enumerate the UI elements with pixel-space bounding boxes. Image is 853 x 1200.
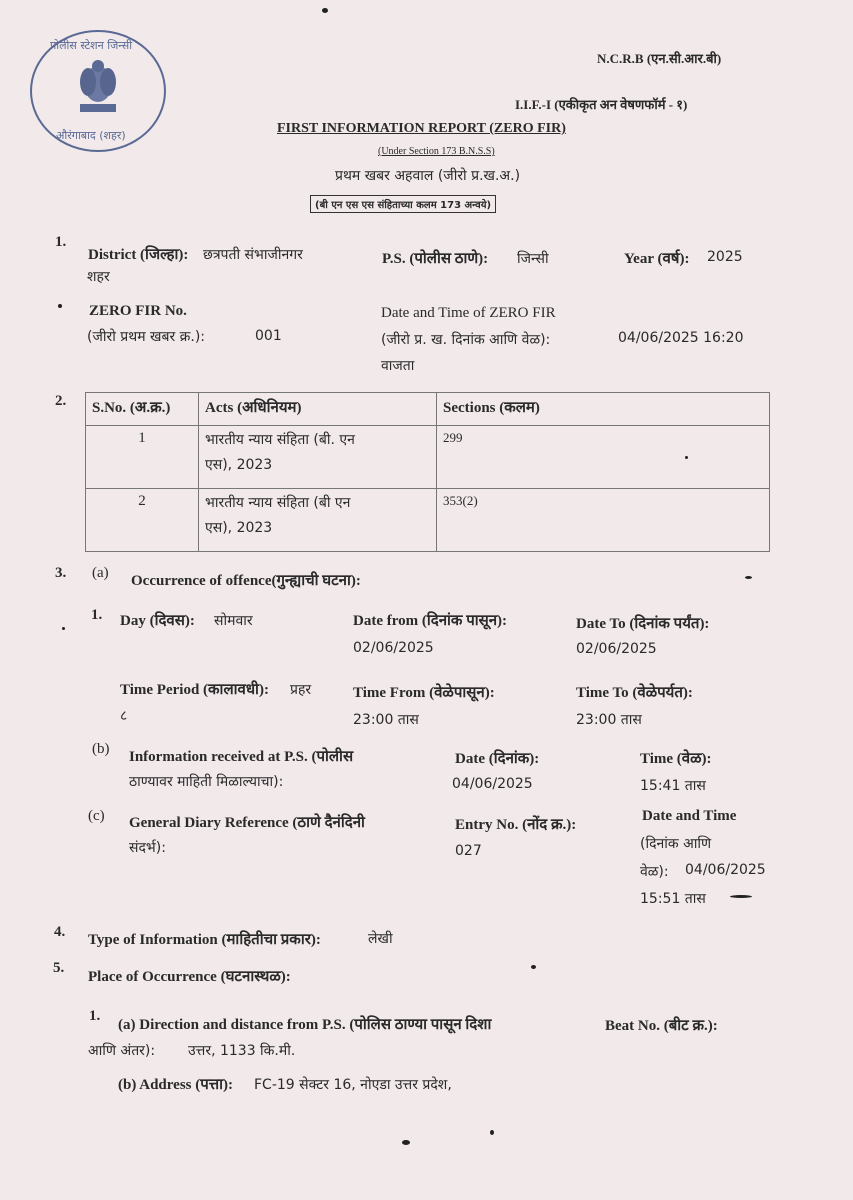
row-act-line-1: भारतीय न्याय संहिता (बी एन — [205, 494, 351, 511]
zero-fir-value: 001 — [255, 328, 282, 344]
address-label: (b) Address (पत्ता): — [118, 1077, 233, 1093]
iif-label: I.I.F.-I (एकीकृत अन वेषणफॉर्म - १) — [515, 97, 688, 112]
ps-value: जिन्सी — [517, 251, 549, 267]
row-act-line-1: भारतीय न्याय संहिता (बी. एन — [205, 431, 355, 448]
scan-speck — [745, 576, 752, 579]
row-section: 299 — [437, 425, 770, 488]
gd-datetime-value: 04/06/2025 — [685, 862, 766, 878]
day-label: Day (दिवस): — [120, 613, 195, 629]
date-from-value: 02/06/2025 — [353, 640, 434, 656]
date-to-label: Date To (दिनांक पर्यंत): — [576, 616, 710, 632]
place-item-number: 1. — [89, 1008, 101, 1024]
date-value: 04/06/2025 — [452, 776, 533, 792]
under-section: (Under Section 173 B.N.S.S) — [378, 146, 495, 157]
place-label: Place of Occurrence (घटनास्थळ): — [88, 969, 291, 985]
report-title-marathi: प्रथम खबर अहवाल (जीरो प्र.ख.अ.) — [335, 168, 521, 184]
scan-speck — [531, 965, 536, 969]
section-1-number: 1. — [55, 234, 67, 250]
time-from-label: Time From (वेळेपासून): — [353, 685, 495, 701]
fir-datetime-value: 04/06/2025 16:20 — [618, 330, 744, 346]
table-row — [86, 425, 770, 488]
sub-c: (c) — [88, 808, 105, 824]
ncrb-label: N.C.R.B (एन.सी.आर.बी) — [597, 51, 722, 66]
section-5-number: 5. — [53, 960, 65, 976]
acts-table — [85, 392, 770, 552]
section-2-number: 2. — [55, 393, 67, 409]
sub-a: (a) — [92, 565, 109, 581]
header-sections: Sections (कलम) — [437, 393, 770, 426]
zero-fir-label-2: (जीरो प्रथम खबर क्र.): — [87, 329, 206, 345]
time-period-value-2: ८ — [120, 708, 128, 724]
time-from-value: 23:00 तास — [353, 712, 419, 728]
scan-speck — [730, 895, 752, 898]
header-acts: Acts (अधिनियम) — [199, 393, 437, 426]
ps-label: P.S. (पोलीस ठाणे): — [382, 251, 489, 267]
table-row — [86, 488, 770, 551]
address-value: FC-19 सेक्टर 16, नोएडा उत्तर प्रदेश, — [254, 1077, 452, 1093]
table-header-row — [86, 393, 770, 426]
scan-speck — [58, 304, 62, 308]
fir-datetime-value-2: वाजता — [381, 358, 415, 374]
gd-datetime-value-2: 15:51 तास — [640, 891, 706, 907]
item-1-number: 1. — [91, 607, 103, 623]
row-act-line-2: एस), 2023 — [205, 519, 273, 536]
time-period-value: प्रहर — [290, 682, 312, 698]
fir-datetime-label: Date and Time of ZERO FIR — [381, 305, 556, 321]
row-section: 353(2) — [437, 488, 770, 551]
info-received-label: Information received at P.S. (पोलीस — [129, 749, 354, 765]
police-seal — [30, 30, 166, 152]
row-sno: 1 — [86, 425, 199, 488]
scan-speck — [490, 1130, 494, 1135]
scan-speck — [322, 8, 328, 13]
date-to-value: 02/06/2025 — [576, 641, 657, 657]
section-3-number: 3. — [55, 565, 67, 581]
zero-fir-label: ZERO FIR No. — [89, 303, 187, 319]
occurrence-label: Occurrence of offence(गुन्ह्याची घटना): — [131, 573, 361, 589]
direction-label: (a) Direction and distance from P.S. (पोलिस ठाण्या पासून दिशा — [118, 1017, 492, 1033]
year-value: 2025 — [707, 249, 743, 265]
day-value: सोमवार — [214, 613, 253, 629]
entry-label: Entry No. (नोंद क्र.): — [455, 817, 577, 833]
entry-value: 027 — [455, 843, 482, 859]
report-title: FIRST INFORMATION REPORT (ZERO FIR) — [277, 121, 566, 136]
gd-datetime-label-2: (दिनांक आणि — [640, 836, 712, 852]
date-label: Date (दिनांक): — [455, 751, 540, 767]
direction-label-2: आणि अंतर): — [88, 1043, 156, 1059]
district-value: छत्रपती संभाजीनगर — [203, 247, 303, 263]
row-act — [199, 425, 437, 488]
direction-value: उत्तर, 1133 कि.मी. — [188, 1043, 296, 1059]
time-label: Time (वेळ): — [640, 751, 712, 767]
district-label: District (जिल्हा): — [88, 247, 189, 263]
seal-text-top: पोलीस स्टेशन जिन्सी — [50, 39, 133, 52]
date-from-label: Date from (दिनांक पासून): — [353, 613, 508, 629]
header-sno: S.No. (अ.क्र.) — [86, 393, 199, 426]
row-act-line-2: एस), 2023 — [205, 456, 273, 473]
seal-text-bottom: औरंगाबाद (शहर) — [56, 129, 126, 142]
gd-datetime-label-3: वेळ): — [640, 864, 669, 880]
info-received-label-2: ठाण्यावर माहिती मिळाल्याचा): — [129, 774, 284, 790]
section-marathi: (बी एन एस एस संहिताच्या कलम 173 अन्वये) — [310, 195, 496, 213]
gd-label-2: संदर्भ): — [129, 840, 166, 856]
scan-speck — [402, 1140, 410, 1145]
time-period-label: Time Period (कालावधी): — [120, 682, 269, 698]
row-act — [199, 488, 437, 551]
scan-speck — [685, 456, 688, 459]
info-type-value: लेखी — [368, 931, 393, 947]
section-4-number: 4. — [54, 924, 66, 940]
gd-datetime-label: Date and Time — [642, 808, 737, 824]
gd-label: General Diary Reference (ठाणे दैनंदिनी — [129, 815, 365, 831]
district-value-2: शहर — [87, 269, 110, 285]
fir-datetime-label-2: (जीरो प्र. ख. दिनांक आणि वेळ): — [381, 332, 551, 348]
beat-label: Beat No. (बीट क्र.): — [605, 1018, 718, 1034]
info-type-label: Type of Information (माहितीचा प्रकार): — [88, 932, 321, 948]
scan-speck — [62, 627, 65, 630]
time-to-value: 23:00 तास — [576, 712, 642, 728]
emblem-icon — [72, 54, 124, 118]
row-sno: 2 — [86, 488, 199, 551]
year-label: Year (वर्ष): — [624, 251, 690, 267]
time-to-label: Time To (वेळेपर्यत): — [576, 685, 693, 701]
sub-b: (b) — [92, 741, 110, 757]
time-value: 15:41 तास — [640, 778, 706, 794]
